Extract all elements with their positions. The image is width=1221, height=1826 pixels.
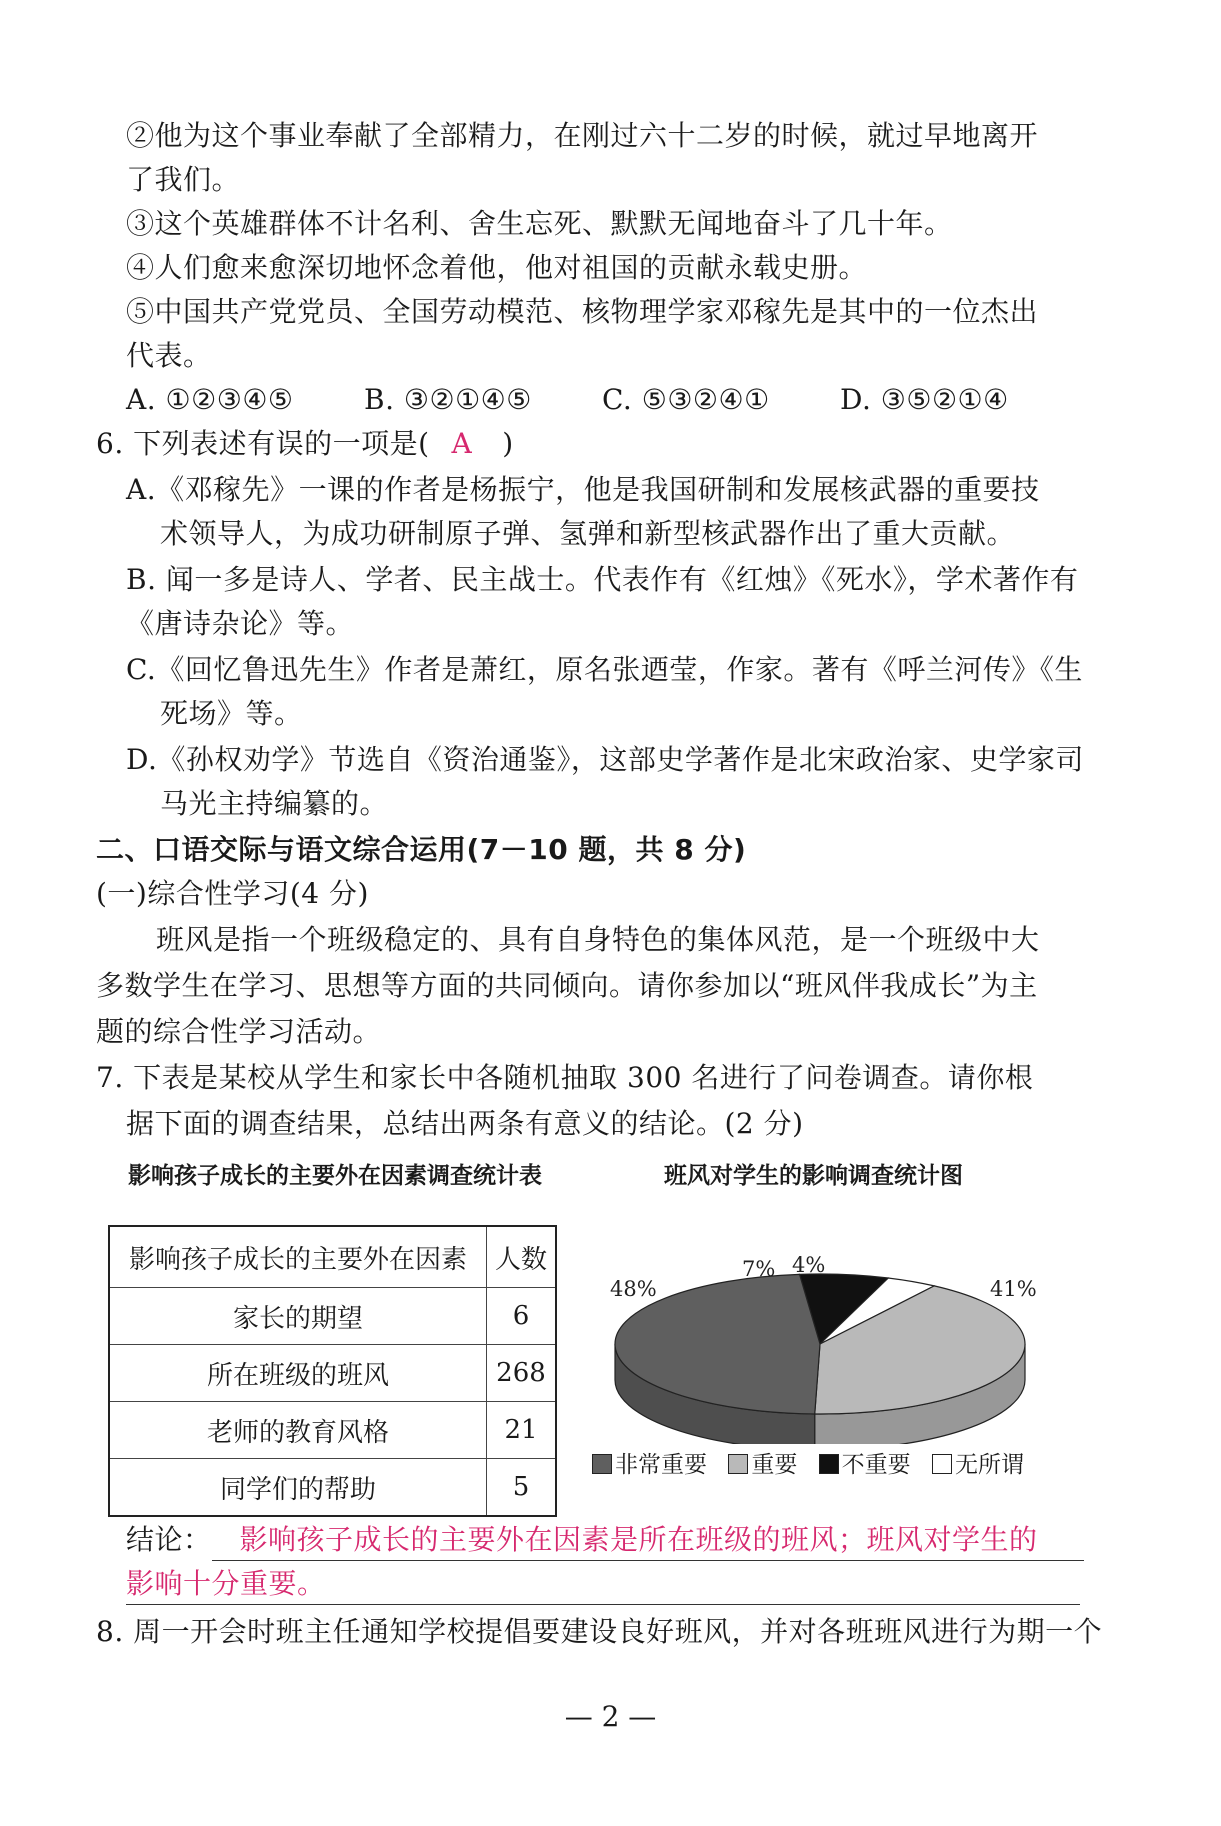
chart-caption: 班风对学生的影响调查统计图 [664, 1163, 963, 1189]
table-cell-count: 268 [487, 1345, 557, 1402]
sentence-3: ③这个英雄群体不计名利、舍生忘死、默默无闻地奋斗了几十年。 [126, 207, 953, 240]
q5-option-a: A. ①②③④⑤ [126, 383, 294, 416]
legend-item-very-important [592, 1446, 707, 1479]
intro-paragraph-line-1: 班风是指一个班级稳定的、具有自身特色的集体风范，是一个班级中大 [156, 923, 1040, 956]
table-header-factor: 影响孩子成长的主要外在因素 [109, 1226, 487, 1288]
sentence-2-line-2: 了我们。 [126, 163, 241, 196]
table-cell-count: 21 [487, 1402, 557, 1459]
q5-option-b: B. ③②①④⑤ [364, 383, 532, 416]
legend-label-important: 重要 [751, 1452, 798, 1478]
conclusion-answer-2: 影响十分重要。 [126, 1564, 1080, 1605]
section-2-subtitle: (一)综合性学习(4 分) [96, 877, 369, 910]
legend-label-indifferent: 无所谓 [954, 1452, 1024, 1478]
table-header-count: 人数 [487, 1226, 557, 1288]
q6-stem-text: 6. 下列表述有误的一项是( [96, 427, 430, 460]
q6-option-d-line-1: D.《孙权劝学》节选自《资治通鉴》，这部史学著作是北宋政治家、史学家司 [126, 743, 1084, 776]
pie-label-0: 48% [610, 1277, 657, 1301]
legend-swatch-not-important [819, 1454, 839, 1474]
table-cell-count: 5 [487, 1459, 557, 1517]
pie-chart [590, 1256, 1050, 1444]
legend-item-not-important [819, 1446, 911, 1479]
q6-option-a-line-2: 术领导人，为成功研制原子弹、氢弹和新型核武器作出了重大贡献。 [160, 517, 1016, 550]
q5-option-d: D. ③⑤②①④ [840, 383, 1009, 416]
intro-paragraph-line-3: 题的综合性学习活动。 [96, 1015, 382, 1048]
q7-stem-line-1: 7. 下表是某校从学生和家长中各随机抽取 300 名进行了问卷调查。请你根 [96, 1061, 1034, 1094]
q6-option-b-line-1: B. 闻一多是诗人、学者、民主战士。代表作有《红烛》《死水》，学术著作有 [126, 563, 1079, 596]
table-header-row [109, 1226, 556, 1288]
q6-option-c-line-1: C.《回忆鲁迅先生》作者是萧红，原名张迺莹，作家。著有《呼兰河传》《生 [126, 653, 1083, 686]
table-row [109, 1402, 556, 1459]
q6-answer: A [451, 427, 473, 460]
legend-swatch-very-important [592, 1454, 612, 1474]
legend-swatch-important [728, 1454, 748, 1474]
survey-table [108, 1225, 557, 1517]
table-cell-factor: 同学们的帮助 [109, 1459, 487, 1517]
conclusion-answer-1: 影响孩子成长的主要外在因素是所在班级的班风；班风对学生的 [212, 1520, 1084, 1561]
q5-options [126, 380, 1078, 420]
table-cell-count: 6 [487, 1288, 557, 1345]
sentence-4: ④人们愈来愈深切地怀念着他，他对祖国的贡献永载史册。 [126, 251, 868, 284]
q6-option-b-line-2: 《唐诗杂论》等。 [126, 607, 355, 640]
intro-paragraph-line-2: 多数学生在学习、思想等方面的共同倾向。请你参加以“班风伴我成长”为主 [96, 969, 1038, 1002]
pie-label-1: 41% [990, 1277, 1037, 1301]
legend-label-not-important: 不重要 [841, 1452, 911, 1478]
table-row [109, 1345, 556, 1402]
table-caption: 影响孩子成长的主要外在因素调查统计表 [128, 1163, 542, 1189]
sentence-5-line-1: ⑤中国共产党党员、全国劳动模范、核物理学家邓稼先是其中的一位杰出 [126, 295, 1039, 328]
q6-option-c-line-2: 死场》等。 [160, 697, 303, 730]
q7-stem-line-2: 据下面的调查结果，总结出两条有意义的结论。(2 分) [126, 1107, 804, 1140]
sentence-5-line-2: 代表。 [126, 339, 212, 372]
q6-option-d-line-2: 马光主持编纂的。 [160, 787, 389, 820]
q6-option-a-line-1: A.《邓稼先》一课的作者是杨振宁，他是我国研制和发展核武器的重要技 [126, 473, 1040, 506]
table-cell-factor: 家长的期望 [109, 1288, 487, 1345]
table-cell-factor: 所在班级的班风 [109, 1345, 487, 1402]
legend-swatch-indifferent [932, 1454, 952, 1474]
q6-stem-close: ) [502, 427, 514, 460]
conclusion-line-1 [126, 1520, 1084, 1561]
pie-label-2: 7% [742, 1257, 776, 1281]
table-row [109, 1288, 556, 1345]
q6-stem [96, 424, 514, 464]
legend-label-very-important: 非常重要 [615, 1452, 707, 1478]
q5-option-c: C. ⑤③②④① [602, 383, 770, 416]
sentence-2-line-1: ②他为这个事业奉献了全部精力，在刚过六十二岁的时候，就过早地离开 [126, 119, 1039, 152]
pie-top [615, 1274, 1025, 1414]
chart-legend [592, 1446, 1038, 1479]
pie-label-3: 4% [792, 1256, 826, 1277]
conclusion-line-2 [126, 1564, 1080, 1605]
table-cell-factor: 老师的教育风格 [109, 1402, 487, 1459]
table-row [109, 1459, 556, 1517]
legend-item-indifferent [932, 1446, 1024, 1479]
section-2-title: 二、口语交际与语文综合运用(7－10 题，共 8 分) [96, 833, 747, 866]
legend-item-important [728, 1446, 797, 1479]
q8-stem-line-1: 8. 周一开会时班主任通知学校提倡要建设良好班风，并对各班班风进行为期一个 [96, 1615, 1103, 1648]
page-number: — 2 — [564, 1700, 657, 1733]
conclusion-label: 结论： [126, 1523, 212, 1556]
